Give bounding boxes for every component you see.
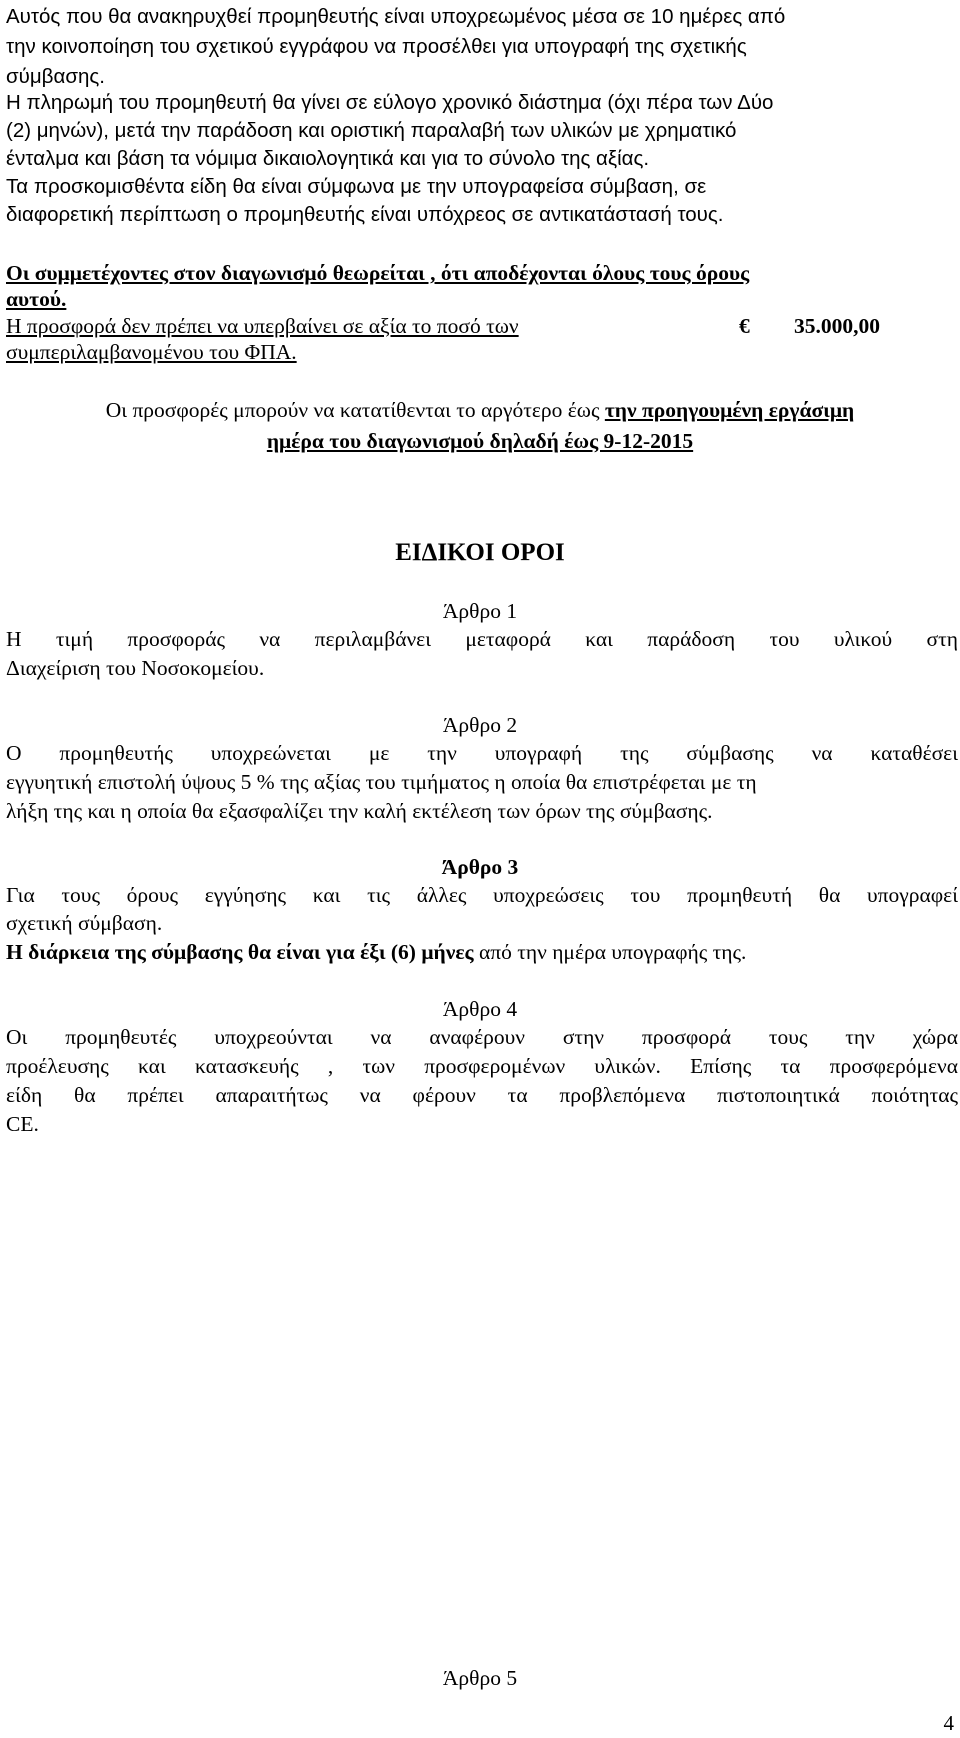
deadline-line-1 <box>0 397 960 423</box>
intro-line-4: Η πληρωμή του προμηθευτή θα γίνει σε εύλογο χρονικό διάστημα (όχι πέρα των Δύο <box>6 91 774 114</box>
article-3-title: Άρθρο 3 <box>441 855 519 879</box>
article-1-line-2: Διαχείριση του Νοσοκομείου. <box>6 656 265 680</box>
article-2-line-2: εγγυητική επιστολή ύψους 5 % της αξίας του τιμήματος η οποία θα επιστρέφεται με τη <box>6 770 757 794</box>
intro-line-3: σύμβασης. <box>6 65 105 88</box>
deadline-bold: την προηγουμένη εργάσιμη <box>604 398 855 422</box>
article-5-title: Άρθρο 5 <box>442 1666 518 1690</box>
intro-line-1: Αυτός που θα ανακηρυχθεί προμηθευτής είναι υποχρεωμένος μέσα σε 10 ημέρες από <box>6 5 786 28</box>
article-2-line-1: Ο προμηθευτής υποχρεώνεται με την υπογραφή της σύμβασης να καταθέσει <box>6 741 958 765</box>
article-4-line-2: προέλευσης και κατασκευής , των προσφερομένων υλικών. Επίσης τα προσφερόμενα <box>6 1054 958 1078</box>
intro-line-7: Τα προσκομισθέντα είδη θα είναι σύμφωνα με την υπογραφείσα σύμβαση, σε <box>6 175 707 198</box>
acceptance-line-2: αυτού. <box>6 287 67 311</box>
article-1-line-1: Η τιμή προσφοράς να περιλαμβάνει μεταφορά και παράδοση του υλικού στη <box>6 627 958 651</box>
article-3-line-3 <box>6 939 958 965</box>
budget-line-1 <box>6 313 958 339</box>
budget-amount: 35.000,00 <box>794 314 880 338</box>
article-3-line-1: Για τους όρους εγγύησης και τις άλλες υποχρεώσεις του προμηθευτή θα υπογραφεί <box>6 883 958 907</box>
article-4-line-1: Οι προμηθευτές υποχρεούνται να αναφέρουν στην προσφορά τους την χώρα <box>6 1025 958 1049</box>
intro-line-5: (2) μηνών), μετά την παράδοση και οριστική παραλαβή των υλικών με χρηματικό <box>6 119 737 142</box>
page-number: 4 <box>943 1711 954 1735</box>
acceptance-line-1: Οι συμμετέχοντες στον διαγωνισμό θεωρείται , ότι αποδέχονται όλους τους όρους <box>6 261 750 285</box>
article-4-title: Άρθρο 4 <box>442 997 518 1021</box>
deadline-prefix: Οι προσφορές μπορούν να κατατίθενται το αργότερο έως <box>105 398 605 422</box>
euro-sign: € <box>739 314 750 338</box>
article-3-duration-bold: Η διάρκεια της σύμβασης θα είναι για έξι (6) μήνες <box>6 940 474 964</box>
article-4-line-4: CE. <box>6 1112 39 1136</box>
budget-line-2: συμπεριλαμβανομένου του ΦΠΑ. <box>6 340 297 364</box>
article-3-line-2: σχετική σύμβαση. <box>6 911 163 935</box>
article-1-title: Άρθρο 1 <box>442 599 518 623</box>
article-3-duration-rest: από την ημέρα υπογραφής της. <box>473 940 747 964</box>
budget-limit-text: Η προσφορά δεν πρέπει να υπερβαίνει σε αξία το ποσό των <box>6 314 519 338</box>
article-2-title: Άρθρο 2 <box>442 713 518 737</box>
article-2-line-3: λήξη της και η οποία θα εξασφαλίζει την καλή εκτέλεση των όρων της σύμβασης. <box>6 799 713 823</box>
special-terms-title: ΕΙΔΙΚΟΙ ΟΡΟΙ <box>395 539 565 566</box>
intro-line-2: την κοινοποίηση του σχετικού εγγράφου να προσέλθει για υπογραφή της σχετικής <box>6 35 747 58</box>
deadline-line-2: ημέρα του διαγωνισμού δηλαδή έως 9-12-2015 <box>266 429 694 453</box>
intro-line-8: διαφορετική περίπτωση ο προμηθευτής είναι υπόχρεος σε αντικατάστασή τους. <box>6 203 724 226</box>
intro-line-6: ένταλμα και βάση τα νόμιμα δικαιολογητικά και για το σύνολο της αξίας. <box>6 147 650 170</box>
article-4-line-3: είδη θα πρέπει απαραιτήτως να φέρουν τα προβλεπόμενα πιστοποιητικά ποιότητας <box>6 1083 958 1107</box>
